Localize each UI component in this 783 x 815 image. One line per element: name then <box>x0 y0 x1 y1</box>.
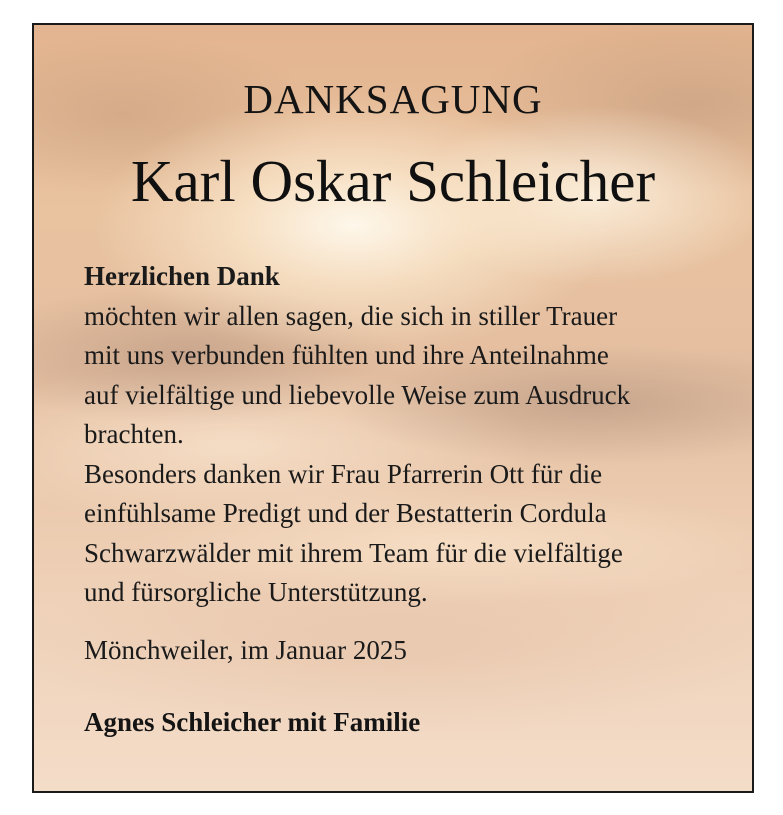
obituary-card <box>32 23 754 793</box>
thanks-text <box>84 257 744 613</box>
notice-title: DANKSAGUNG <box>243 76 543 122</box>
thanks-heading: Herzlichen Dank <box>84 261 280 291</box>
thanks-line: und fürsorgliche Unterstützung. <box>84 577 428 607</box>
place-date: Mönchweiler, im Januar 2025 <box>84 635 407 665</box>
thanks-line: einfühlsame Predigt und der Bestatterin Cordula <box>84 498 607 528</box>
thanks-line: mit uns verbunden fühlten und ihre Anteilnahme <box>84 340 609 370</box>
thanks-line: möchten wir allen sagen, die sich in stiller Trauer <box>84 300 618 331</box>
thanks-line: Besonders danken wir Frau Pfarrerin Ott für die <box>84 458 603 489</box>
thanks-line: auf vielfältige und liebevolle Weise zum Ausdruck <box>84 379 631 410</box>
thanks-line: Schwarzwälder mit ihrem Team für die vielfältige <box>84 537 623 568</box>
signature: Agnes Schleicher mit Familie <box>84 707 421 737</box>
thanks-line: brachten. <box>84 419 184 449</box>
deceased-name: Karl Oskar Schleicher <box>130 148 656 214</box>
